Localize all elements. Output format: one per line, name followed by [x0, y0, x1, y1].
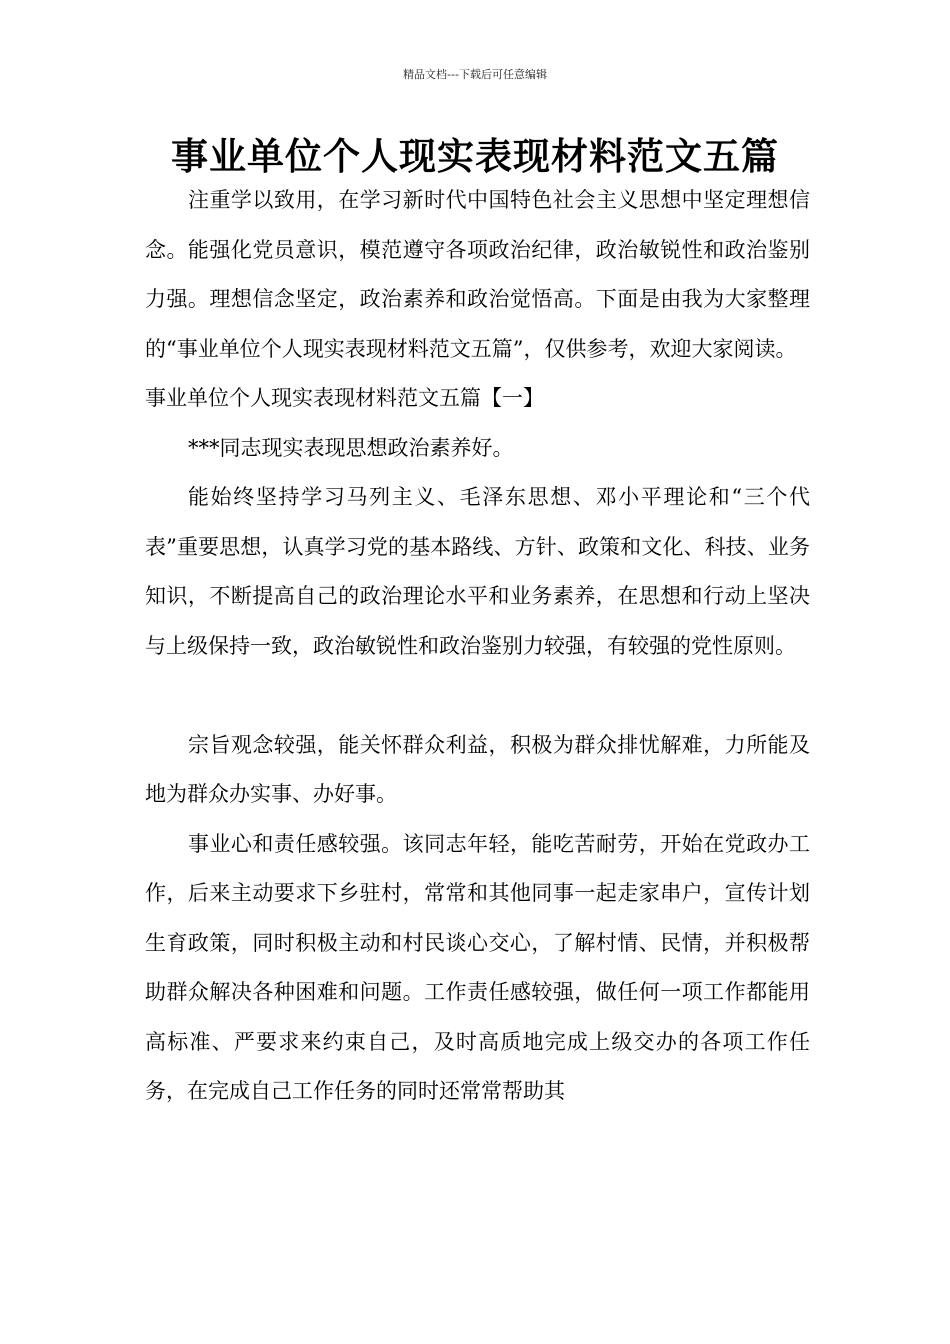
section-heading: 事业单位个人现实表现材料范文五篇【一】 [145, 386, 544, 410]
document-body [145, 176, 810, 1117]
paragraph: ***同志现实表现思想政治素养好。 [188, 435, 514, 460]
intro-paragraph: 注重学以致用，在学习新时代中国特色社会主义思想中坚定理想信念。能强化党员意识，模范遵守各项政治纪律，政治敏锐性和政治鉴别力强。理想信念坚定，政治素养和政治觉悟高。下面是由我为大家整理的“事业单位个人现实表现材料范文五篇”，仅供参考，欢迎大家阅读。 [145, 188, 810, 361]
header-note: 精品文档---下载后可任意编辑 [403, 68, 547, 81]
paragraph: 事业心和责任感较强。该同志年轻，能吃苦耐劳，开始在党政办工作，后来主动要求下乡驻村，常常和其他同事一起走家串户，宣传计划生育政策，同时积极主动和村民谈心交心，了解村情、民情，并积极帮助群众解决各种困难和问题。工作责任感较强，做任何一项工作都能用高标准、严要求来约束自己，及时高质地完成上级交办的各项工作任务，在完成自己工作任务的同时还常常帮助其 [145, 831, 810, 1103]
document-title: 事业单位个人现实表现材料范文五篇 [171, 135, 779, 178]
blank-line [145, 671, 810, 721]
paragraph: 宗旨观念较强，能关怀群众利益，积极为群众排忧解难，力所能及地为群众办实事、办好事。 [145, 732, 810, 806]
paragraph: 能始终坚持学习马列主义、毛泽东思想、邓小平理论和“三个代表”重要思想，认真学习党的基本路线、方针、政策和文化、科技、业务知识，不断提高自己的政治理论水平和业务素养，在思想和行动上坚决与上级保持一致，政治敏锐性和政治鉴别力较强，有较强的党性原则。 [145, 485, 810, 658]
